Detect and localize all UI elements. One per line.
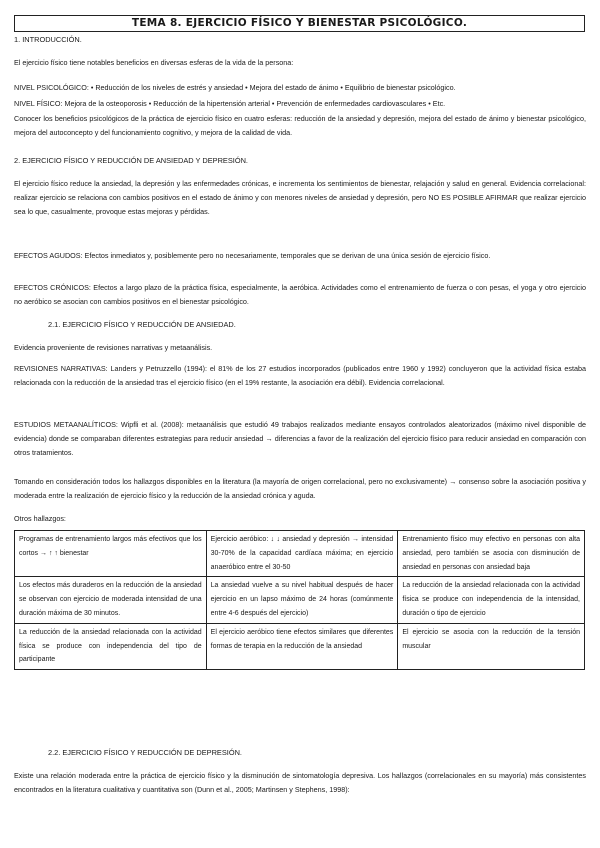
table-cell: Los efectos más duraderos en la reducción de la ansiedad se observan con ejercicio de moderada intensidad de una duración máxima de 30 minutos. [15,577,207,623]
otros-hallazgos: Otros hallazgos: [14,514,66,523]
nivel-fisico: NIVEL FÍSICO: Mejora de la osteoporosis • Reducción de la hipertensión arterial • Prevención de enfermedades cardiovasculares • Etc. [14,99,446,108]
table-cell: Entrenamiento físico muy efectivo en personas con alta ansiedad, pero también se asocia con disminución de ansiedad en personas con ansiedad baja [398,531,585,577]
table-cell: La reducción de la ansiedad relacionada con la actividad física se produce con independencia de la intensidad, duración o tipo de ejercicio [398,577,585,623]
section-2-2-paragraph: Existe una relación moderada entre la práctica de ejercicio físico y la disminución de sintomatología depresiva. Los hallazgos (correlacionales en su mayoría) más consistentes encontrados en la literatura cualitativa y cuantitativa son (Dunn et al., 2005; Martinsen y Stephens, 1998): [14,771,586,794]
table-cell: La ansiedad vuelve a su nivel habitual después de hacer ejercicio en un lapso máximo de 24 horas (comúnmente entre 4-6 después del ejercicio) [206,577,398,623]
table-cell: La reducción de la ansiedad relacionada con la actividad física se produce con independencia del tipo de participante [15,623,207,669]
efectos-agudos: EFECTOS AGUDOS: Efectos inmediatos y, posiblemente pero no necesariamente, temporales que se derivan de una única sesión de ejercicio físico. [14,251,491,260]
page-title: TEMA 8. EJERCICIO FÍSICO Y BIENESTAR PSICOLÓGICO. [14,15,585,32]
section-2-paragraph: El ejercicio físico reduce la ansiedad, la depresión y las enfermedades crónicas, e incrementa los sentimientos de bienestar, relajación y salud en general. Evidencia correlacional: realizar ejercicio se relaciona con cambios positivos en el estado de ánimo y con menores niveles de ansiedad y depresión, pero NO ES POSIBLE AFIRMAR que realizar ejercicio sea lo que, casualmente, provoque estas mejoras y pérdidas. [14,179,586,216]
table-row [15,623,585,669]
conocer-paragraph: Conocer los beneficios psicológicos de la práctica de ejercicio físico en cuatro esferas: reducción de la ansiedad y depresión, mejora del estado de ánimo y bienestar psicológico, mejora del autoconcepto y del funcionamiento cognitivo, y mejora de la calidad de vida. [14,114,586,137]
hallazgos-table [14,530,585,670]
section-1-intro: El ejercicio físico tiene notables beneficios en diversas esferas de la vida de la persona: [14,58,294,67]
efectos-cronicos: EFECTOS CRÓNICOS: Efectos a largo plazo de la práctica física, especialmente, la aeróbica. Actividades como el entrenamiento de fuerza o con pesas, el yoga y otro ejercicio no aeróbico se asocian con cambios positivos en el bienestar psicológico. [14,283,586,306]
tomando-paragraph: Tomando en consideración todos los hallazgos disponibles en la literatura (la mayoría de origen correlacional, pero no exclusivamente) → consenso sobre la asociación positiva y moderada entre la realización de ejercicio físico y la reducción de la ansiedad crónica y aguda. [14,477,586,500]
table-row [15,531,585,577]
revisiones-narrativas: REVISIONES NARRATIVAS: Landers y Petruzzello (1994): el 81% de los 27 estudios incorporados (publicados entre 1960 y 1992) concluyeron que la actividad física estaba relacionada con la reducción de la ansiedad tras el ejercicio físico (en el 19% restante, la asociación era débil). Evidencia correlacional. [14,364,586,387]
estudios-metaanaliticos: ESTUDIOS METAANALÍTICOS: Wipfli et al. (2008): metaanálisis que estudió 49 trabajos realizados mediante ensayos controlados aleatorizados (máximo nivel disponible de evidencia) donde se comparaban diferentes estrategias para reducir ansiedad → diferencias a favor de la realización del ejercicio físico para reducir ansiedad en comparación con otros tratamientos. [14,420,586,457]
evidencia-line: Evidencia proveniente de revisiones narrativas y metaanálisis. [14,343,213,352]
table-cell: Ejercicio aeróbico: ↓ ↓ ansiedad y depresión → intensidad 30-70% de la capacidad cardíaca máxima; en ejercicio anaeróbico entre el 30-50 [206,531,398,577]
table-cell: Programas de entrenamiento largos más efectivos que los cortos → ↑ ↑ bienestar [15,531,207,577]
table-cell: El ejercicio se asocia con la reducción de la tensión muscular [398,623,585,669]
table-row [15,577,585,623]
section-2-2-heading: 2.2. EJERCICIO FÍSICO Y REDUCCIÓN DE DEPRESIÓN. [48,748,242,757]
section-1-heading: 1. INTRODUCCIÓN. [14,35,82,44]
section-2-heading: 2. EJERCICIO FÍSICO Y REDUCCIÓN DE ANSIEDAD Y DEPRESIÓN. [14,156,248,165]
table-cell: El ejercicio aeróbico tiene efectos similares que diferentes formas de terapia en la reducción de la ansiedad [206,623,398,669]
section-2-1-heading: 2.1. EJERCICIO FÍSICO Y REDUCCIÓN DE ANSIEDAD. [48,320,236,329]
nivel-psicologico: NIVEL PSICOLÓGICO: • Reducción de los niveles de estrés y ansiedad • Mejora del estado de ánimo • Equilibrio de bienestar psicológico. [14,83,456,92]
